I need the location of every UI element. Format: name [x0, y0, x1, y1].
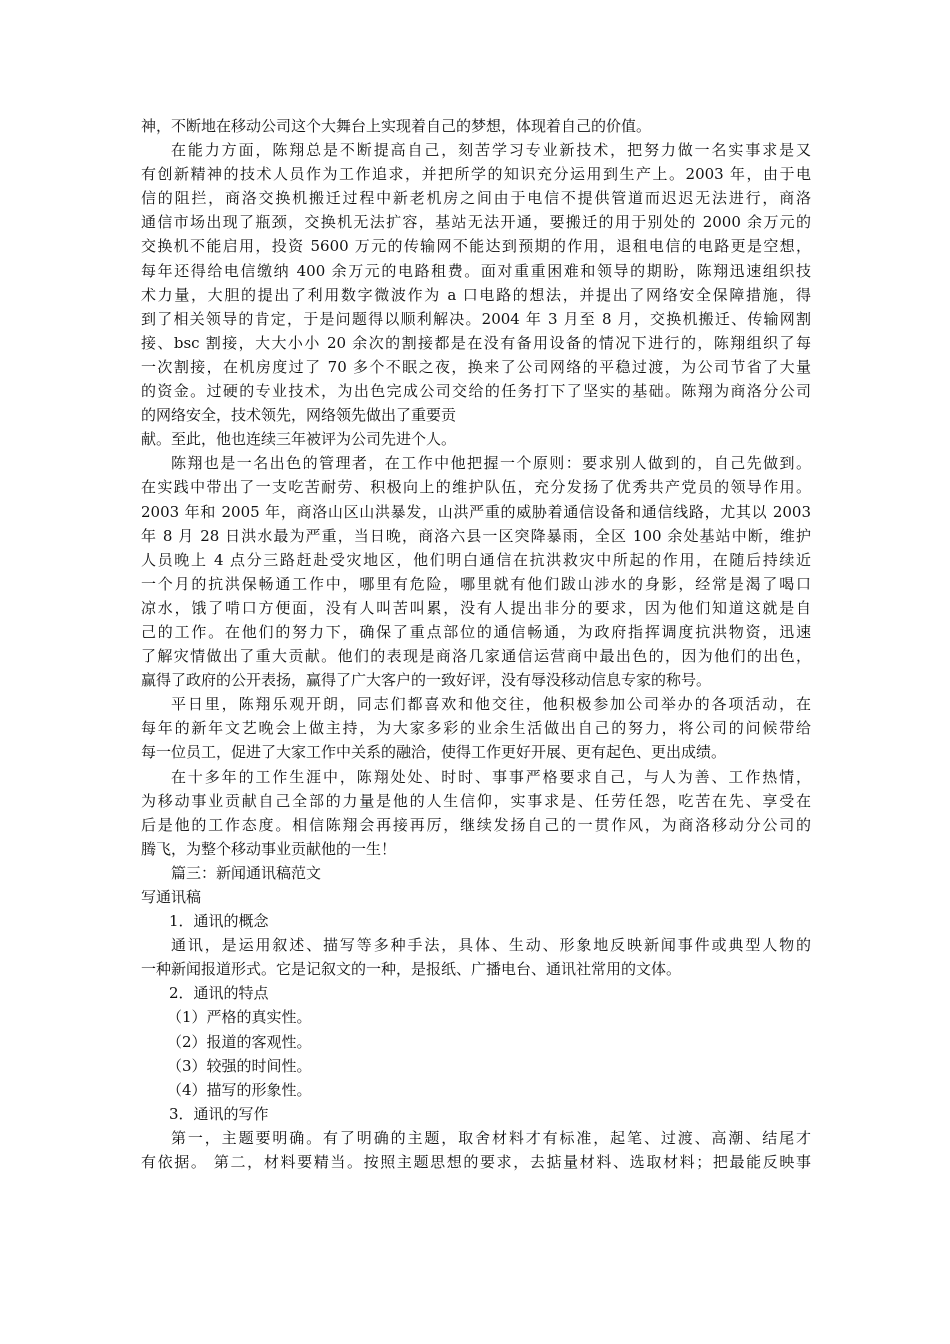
text-line: 后是他的工作态度。相信陈翔会再接再厉，继续发扬自己的一贯作风，为商洛移动分公司的	[141, 815, 811, 834]
text-line: 术力量，大胆的提出了利用数字微波作为 a 口电路的想法，并提出了网络安全保障措施，得	[141, 285, 811, 304]
text-line: 每一位员工，促进了大家工作中关系的融洽，使得工作更好开展、更有起色、更出成绩。	[141, 743, 727, 762]
numbered-heading: 1．通讯的概念	[169, 912, 269, 931]
text-line: 每年的新年文艺晚会上做主持，为大家多彩的业余生活做出自己的努力，将公司的问候带给	[141, 719, 811, 738]
text-line: 赢得了政府的公开表扬，赢得了广大客户的一致好评，没有辱没移动信息专家的称号。	[141, 671, 712, 690]
text-line: 信的阻拦，商洛交换机搬迁过程中新老机房之间由于电信不提供管道而迟迟无法进行，商洛	[141, 189, 811, 208]
paragraph-first-line: 平日里，陈翔乐观开朗，同志们都喜欢和他交往，他积极参加公司举办的各项活动，在	[171, 695, 811, 714]
text-line: 腾飞，为整个移动事业贡献他的一生！	[141, 839, 397, 858]
text-line: 接、bsc 割接，大大小小 20 余次的割接都是在没有备用设备的情况下进行的，陈翔组织了每	[141, 333, 811, 352]
text-line: 交换机不能启用，投资 5600 万元的传输网不能达到预期的作用，退租电信的电路更是空想，	[141, 237, 811, 256]
text-line: 一个月的抗洪保畅通工作中，哪里有危险，哪里就有他们跋山涉水的身影，经常是渴了喝口	[141, 574, 811, 593]
text-line: 献。至此，他也连续三年被评为公司先进个人。	[141, 430, 457, 449]
list-item: （2）报道的客观性。	[167, 1032, 312, 1051]
list-item: （1）严格的真实性。	[167, 1008, 312, 1027]
numbered-heading: 2．通讯的特点	[169, 984, 269, 1003]
numbered-heading: 3．通讯的写作	[169, 1104, 269, 1123]
text-line: 有创新精神的技术人员作为工作追求，并把所学的知识充分运用到生产上。2003 年，由于电	[141, 165, 811, 184]
text-line: 己的工作。在他们的努力下，确保了重点部位的通信畅通，为政府指挥调度抗洪物资，迅速	[141, 622, 811, 641]
text-line: 一次割接，在机房度过了 70 多个不眠之夜，换来了公司网络的平稳过渡，为公司节省了大量	[141, 357, 811, 376]
paragraph-first-line: 通讯，是运用叙述、描写等多种手法，具体、生动、形象地反映新闻事件或典型人物的	[171, 936, 811, 955]
text-line: 的网络安全，技术领先，网络领先做出了重要贡	[141, 406, 457, 425]
list-item: （4）描写的形象性。	[167, 1080, 312, 1099]
text-line: 神，不断地在移动公司这个大舞台上实现着自己的梦想，体现着自己的价值。	[141, 117, 652, 135]
paragraph-first-line: 在十多年的工作生涯中，陈翔处处、时时、事事严格要求自己，与人为善、工作热情，	[171, 767, 811, 786]
paragraph-first-line: 陈翔也是一名出色的管理者，在工作中他把握一个原则：要求别人做到的，自己先做到。	[171, 454, 811, 473]
document-body	[141, 114, 811, 1174]
text-line: 一种新闻报道形式。它是记叙文的一种，是报纸、广播电台、通讯社常用的文体。	[141, 960, 682, 979]
text-line: 每年还得给电信缴纳 400 余万元的电路租费。面对重重困难和领导的期盼，陈翔迅速组织技	[141, 261, 811, 280]
text-line: 凉水，饿了啃口方便面，没有人叫苦叫累，没有人提出非分的要求，因为他们知道这就是自	[141, 598, 811, 617]
paragraph-first-line: 第一，主题要明确。有了明确的主题，取舍材料才有标准，起笔、过渡、高潮、结尾才	[171, 1128, 811, 1147]
text-line: 的资金。过硬的专业技术，为出色完成公司交给的任务打下了坚实的基础。陈翔为商洛分公司	[141, 382, 811, 401]
section-heading: 篇三：新闻通讯稿范文	[171, 863, 322, 882]
paragraph-first-line: 在能力方面，陈翔总是不断提高自己，刻苦学习专业新技术，把努力做一名实事求是又	[171, 141, 811, 160]
text-line: 人员晚上 4 点分三路赶赴受灾地区，他们明白通信在抗洪救灾中所起的作用，在随后持续近	[141, 550, 811, 569]
text-line: 到了相关领导的肯定，于是问题得以顺利解决。2004 年 3 月至 8 月，交换机搬迁、传输网割	[141, 309, 811, 328]
text-line: 通信市场出现了瓶颈，交换机无法扩容，基站无法开通，要搬迁的用于别处的 2000 余万元的	[141, 213, 811, 232]
section-subtitle: 写通讯稿	[141, 888, 202, 906]
text-line: 有依据。 第二，材料要精当。按照主题思想的要求，去掂量材料、选取材料；把最能反映事	[141, 1153, 811, 1172]
text-line: 2003 年和 2005 年，商洛山区山洪暴发，山洪严重的威胁着通信设备和通信线路，尤其以 2003	[141, 502, 811, 521]
text-line: 年 8 月 28 日洪水最为严重，当日晚，商洛六县一区突降暴雨，全区 100 余处基站中断，维护	[141, 526, 811, 545]
text-line: 在实践中带出了一支吃苦耐劳、积极向上的维护队伍，充分发扬了优秀共产党员的领导作用。	[141, 478, 811, 497]
list-item: （3）较强的时间性。	[167, 1056, 312, 1075]
text-line: 了解灾情做出了重大贡献。他们的表现是商洛几家通信运营商中最出色的，因为他们的出色，	[141, 647, 811, 666]
text-line: 为移动事业贡献自己全部的力量是他的人生信仰，实事求是、任劳任怨，吃苦在先、享受在	[141, 791, 811, 810]
